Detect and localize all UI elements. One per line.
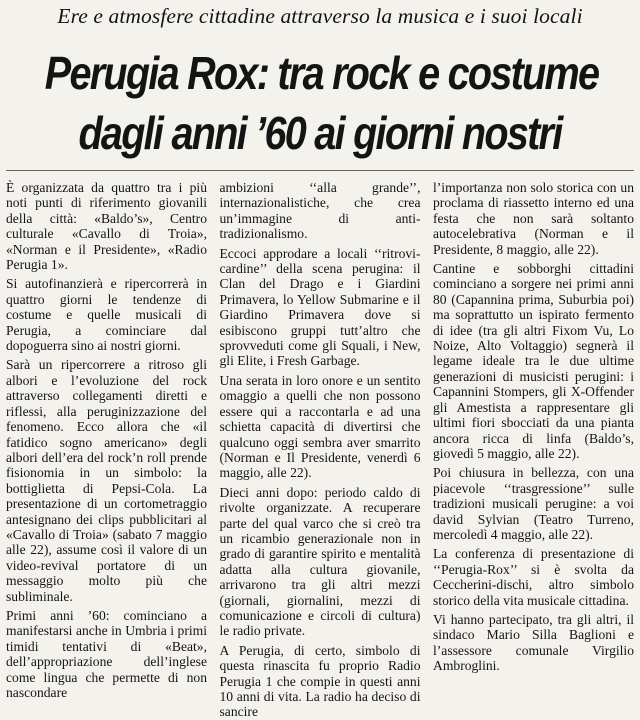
paragraph: La conferenza di presentazione di ‘‘Perugia-Rox’’ si è svolta da Ceccherini-dischi, altro simbolo storico della vita musicale cittadina.: [433, 546, 634, 608]
headline-divider: [6, 170, 634, 171]
paragraph: Primi anni ’60: cominciano a manifestarsi anche in Umbria i primi timidi tentativi di «Beat», dell’appropriazione dell’inglese come lingua che permette di non nascondare: [6, 607, 207, 700]
paragraph: Una serata in loro onore e un sentito omaggio a quelli che non possono essere qui a raccontarla e ad una schietta capacità di divertirsi che qualcuno oggi sembra aver smarrito (Norman e Il Presidente, venerdì 6 maggio, alle 22).: [219, 372, 421, 481]
paragraph: Vi hanno partecipato, tra gli altri, il sindaco Mario Silla Baglioni e l’assessore comunale Virgilio Ambroglini.: [433, 611, 634, 674]
paragraph: Dieci anni dopo: periodo caldo di rivolte organizzate. A recuperare parte del qual varco che si creò tra un ricambio generazionale non in grado di garantire spirito e mentalità adatta alla cultura giovanile, arrivarono tra gli altri mezzi (giornali, giornalini, mezzi di comunicazione e circoli di cultura) le radio private.: [219, 484, 421, 639]
paragraph: Cantine e sobborghi cittadini cominciano a sorgere nei primi anni 80 (Capannina prima, Suburbia poi) ma soprattutto un ispirato fermento di idee (tra gli altri Fixom Vu, Lo Noize, Alto Voltaggio) segnerà il legame ideale tra le due ultime generazioni di musicisti perugini: i Capannini Stompers, gli X-Offender gli Amestista a rappresentare gli ultimi fiori sbocciati da una pianta ancora ricca di linfa (Baldo’s, giovedì 5 maggio, alle 22).: [433, 261, 634, 461]
paragraph: l’importanza non solo storica con un proclama di riassetto interno ed una festa che non sarà soltanto autocelebrativa (Norman e il Presidente, 8 maggio, alle 22).: [433, 180, 634, 257]
article-column-3: [433, 180, 634, 690]
article-column-2: [219, 180, 421, 720]
headline-line-2: dagli anni ’60 ai giorni nostri: [78, 107, 562, 159]
paragraph: È organizzata da quattro tra i più noti punti di riferimento giovanili della città: «Baldo’s», Centro culturale «Cavallo di Troia», «Norman e il Presidente», «Radio Perugia 1».: [6, 180, 207, 273]
article-body: [6, 180, 634, 720]
paragraph: A Perugia, di certo, simbolo di questa rinascita fu proprio Radio Perugia 1 che compie in questi anni 10 anni di vita. La radio ha deciso di sancire: [219, 642, 421, 720]
headline-line-1: Perugia Rox: tra rock e costume: [44, 47, 599, 99]
paragraph: Si autofinanzierà e ripercorrerà in quattro giorni le tendenze di costume e quelle musicali di Perugia, a cominciare dal dopoguerra sino ai nostri giorni.: [6, 276, 207, 354]
paragraph: Eccoci approdare a locali ‘‘ritrovi-cardine’’ della scena perugina: il Clan del Drago e i Giardini Primavera, lo Yellow Submarine e il Giardino Primavera dove si esibiscono gruppi tutt’altro che sprovveduti come gli Squali, i New, gli Elite, i Fresh Garbage.: [219, 245, 421, 369]
paragraph: ambizioni ‘‘alla grande’’, internazionalistiche, che crea un’immagine di anti-tradizionalismo.: [219, 180, 421, 242]
article-kicker: Ere e atmosfere cittadine attraverso la musica e i suoi locali: [57, 4, 583, 28]
paragraph: Poi chiusura in bellezza, con una piacevole ‘‘trasgressione’’ sulle tradizioni musicali perugine: a voi david Sylvian (Teatro Turreno, mercoledì 4 maggio, alle 22).: [433, 465, 634, 542]
article-column-1: [6, 180, 207, 700]
paragraph: Sarà un ripercorrere a ritroso gli albori e l’evoluzione del rock attraverso collegamenti diretti e riflessi, alla peruginizzazione del fenomeno. Ecco allora che «il fatidico sogno americano» degli albori dell’era del rock’n roll prende fisionomia in un simbolo: la bottiglietta di Pepsi-Cola. La presentazione di un cortometraggio antesignano dei clips pubblicitari al «Cavallo di Troia» (sabato 7 maggio alle 22), assume così il valore di un video-revival portatore di un messaggio molto più che subliminale.: [6, 357, 207, 604]
